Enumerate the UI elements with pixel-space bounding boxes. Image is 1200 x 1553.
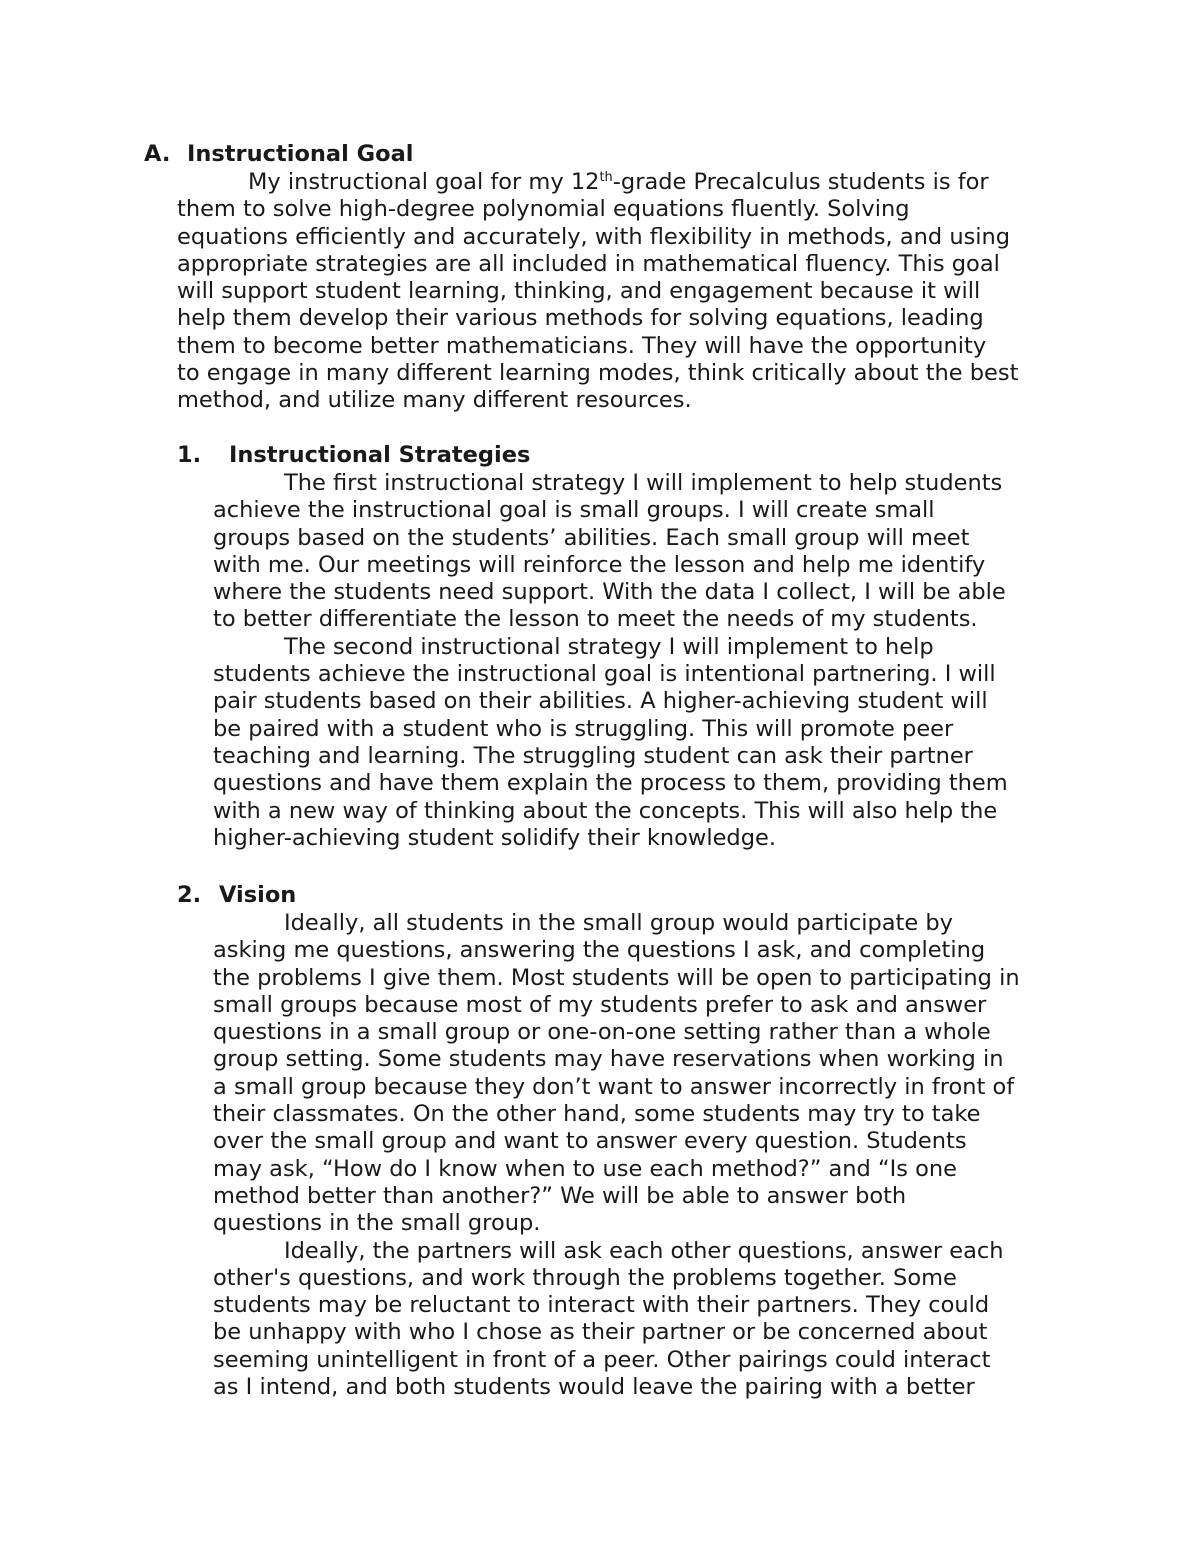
paragraph-line: achieve the instructional goal is small groups. I will create small [213,497,935,524]
paragraph-line: their classmates. On the other hand, some students may try to take [213,1101,981,1128]
section-2-title: Vision [219,882,297,908]
paragraph-line: be paired with a student who is struggling. This will promote peer [213,715,954,742]
paragraph [213,470,1077,634]
section-2-heading [177,882,296,909]
paragraph [177,169,1077,415]
paragraph-line: them to solve high-degree polynomial equations fluently. Solving [177,196,910,223]
paragraph-line [177,169,1077,196]
paragraph-line: questions in a small group or one-on-one setting rather than a whole [213,1019,991,1046]
superscript: th [599,170,613,185]
paragraph [213,910,1077,1238]
section-2-body [213,910,1077,1401]
paragraph-line: over the small group and want to answer every question. Students [213,1128,967,1155]
paragraph-line: students may be reluctant to interact with their partners. They could [213,1292,990,1319]
paragraph-line: teaching and learning. The struggling student can ask their partner [213,742,973,769]
paragraph-line: with a new way of thinking about the concepts. This will also help the [213,797,998,824]
paragraph-line: The first instructional strategy I will implement to help students [284,470,1003,496]
paragraph-line: other's questions, and work through the problems together. Some [213,1264,957,1291]
text-run: My instructional goal for my 12 [248,169,600,195]
paragraph [213,1238,1077,1402]
paragraph-line: a small group because they don’t want to answer incorrectly in front of [213,1073,1015,1100]
paragraph-line: higher-achieving student solidify their knowledge. [213,824,776,851]
paragraph-line: method, and utilize many different resources. [177,387,692,414]
paragraph-line: to better differentiate the lesson to meet the needs of my students. [213,606,978,633]
section-a-body [177,169,1077,415]
paragraph-line: where the students need support. With the data I collect, I will be able [213,579,1006,606]
paragraph-line: appropriate strategies are all included in mathematical fluency. This goal [177,250,1000,277]
paragraph-line: method better than another?” We will be able to answer both [213,1182,907,1209]
paragraph-line: to engage in many different learning modes, think critically about the best [177,360,1019,387]
paragraph-line: The second instructional strategy I will implement to help [284,633,934,660]
section-1-body [213,470,1077,852]
paragraph-line: groups based on the students’ abilities. Each small group will meet [213,524,970,551]
paragraph-line: small groups because most of my students prefer to ask and answer [213,991,987,1018]
paragraph-line: questions in the small group. [213,1210,541,1237]
paragraph-line: as I intend, and both students would leave the pairing with a better [213,1374,975,1401]
paragraph-line: pair students based on their abilities. A higher-achieving student will [213,688,988,715]
paragraph-line: may ask, “How do I know when to use each method?” and “Is one [213,1155,958,1182]
paragraph-line: Ideally, the partners will ask each other questions, answer each [284,1237,1004,1264]
paragraph-line: be unhappy with who I chose as their partner or be concerned about [213,1319,988,1346]
section-1-label: 1. [177,442,202,468]
section-1-heading [177,442,530,469]
section-1-title: Instructional Strategies [229,442,531,468]
paragraph-line: questions and have them explain the process to them, providing them [213,770,1008,797]
paragraph-line: asking me questions, answering the questions I ask, and completing [213,937,986,964]
paragraph-line: help them develop their various methods for solving equations, leading [177,305,984,332]
paragraph-line: group setting. Some students may have reservations when working in [213,1046,1004,1073]
section-a-label: A. [144,141,171,167]
section-a-title: Instructional Goal [187,141,414,167]
paragraph-line: Ideally, all students in the small group would participate by [284,910,953,936]
paragraph-line: equations efficiently and accurately, with flexibility in methods, and using [177,223,1011,250]
section-a-heading [144,141,413,168]
paragraph-line: with me. Our meetings will reinforce the lesson and help me identify [213,551,986,578]
text-run: -grade Precalculus students is for [612,169,989,195]
paragraph-line: the problems I give them. Most students will be open to participating in [213,964,1020,991]
paragraph-line: will support student learning, thinking, and engagement because it will [177,278,981,305]
paragraph-line: them to become better mathematicians. They will have the opportunity [177,332,987,359]
paragraph-line: seeming unintelligent in front of a peer. Other pairings could interact [213,1346,991,1373]
paragraph [213,634,1077,852]
section-2-label: 2. [177,882,202,908]
paragraph-line: students achieve the instructional goal is intentional partnering. I will [213,661,996,688]
